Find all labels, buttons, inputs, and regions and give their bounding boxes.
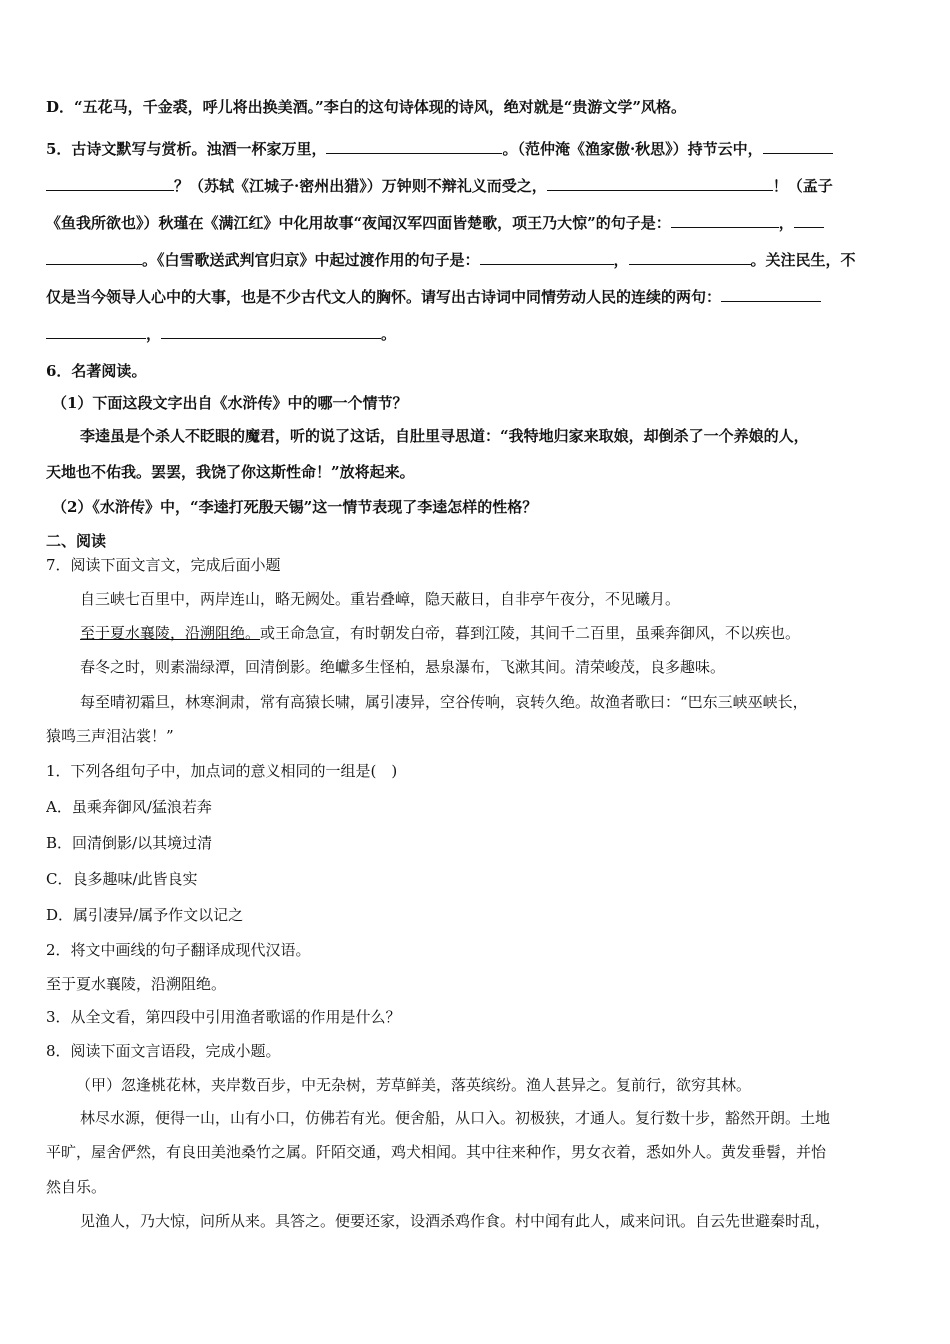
q7-passage-p1: 自三峡七百里中，两岸连山，略无阙处。重岩叠嶂，隐天蔽日，自非亭午夜分，不见曦月。 — [80, 590, 681, 608]
q5-line-5 — [46, 286, 821, 307]
q4-option-d: D．“五花马，千金裘，呼儿将出换美酒。”李白的这句诗体现的诗风，绝对就是“贵游文学”风格。 — [46, 98, 687, 116]
q5-line-4 — [46, 249, 856, 270]
q7-option-a[interactable]: A．虽乘奔御风/猛浪若奔 — [46, 798, 212, 816]
q7-translate-sentence: 至于夏水襄陵，沿溯阻绝。 — [46, 975, 227, 993]
answer-blank[interactable] — [547, 176, 773, 191]
q7-passage-p4-line-1: 每至晴初霜旦，林寒涧肃，常有高猿长啸，属引凄异，空谷传响，哀转久绝。故渔者歌曰：“巴东三峡巫峡长， — [80, 693, 808, 711]
underlined-sentence: 至于夏水襄陵，沿溯阻绝。 — [80, 624, 261, 642]
q6-sub-question-1: （1）下面这段文字出自《水浒传》中的哪一个情节？ — [52, 394, 408, 412]
q7-sub-question-2: 2．将文中画线的句子翻译成现代汉语。 — [46, 941, 311, 959]
q6-title: 6．名著阅读。 — [46, 362, 147, 380]
answer-blank[interactable] — [326, 139, 502, 154]
q8-passage-p2-line-2: 平旷，屋舍俨然，有良田美池桑竹之属。阡陌交通，鸡犬相闻。其中往来种作，男女衣着，悉如外人。黄发垂髫，并怡 — [46, 1143, 827, 1161]
q6-quote-line-1: 李逵虽是个杀人不眨眼的魔君，听的说了这话，自肚里寻思道：“我特地归家来取娘，却倒杀了一个养娘的人， — [80, 427, 809, 445]
q7-option-d[interactable]: D．属引凄异/属予作文以记之 — [46, 906, 244, 924]
section-heading: 二、阅读 — [46, 532, 107, 550]
q5-text: 。《白雪歌送武判官归京》中起过渡作用的句子是： — [142, 251, 480, 269]
answer-blank[interactable] — [794, 213, 824, 228]
q7-passage-p4-line-2: 猿鸣三声泪沾裳！” — [46, 727, 174, 745]
q5-text: 5．古诗文默写与赏析。浊酒一杯家万里， — [46, 140, 327, 158]
q5-text: 《鱼我所欲也》）秋瑾在《满江红》中化用故事“夜闻汉军四面皆楚歌，项王乃大惊”的句子是： — [46, 214, 671, 232]
q7-passage-text: 或王命急宣，有时朝发白帝，暮到江陵，其间千二百里，虽乘奔御风，不以疾也。 — [260, 624, 801, 642]
q7-title: 7．阅读下面文言文，完成后面小题 — [46, 556, 281, 574]
q8-passage-p2-line-1: 林尽水源，便得一山，山有小口，仿佛若有光。便舍船，从口入。初极狭，才通人。复行数十步，豁然开朗。土地 — [80, 1109, 831, 1127]
q5-text: ， — [613, 251, 629, 269]
answer-blank[interactable] — [480, 250, 614, 265]
q6-sub-question-2: （2）《水浒传》中，“李逵打死殷天锡”这一情节表现了李逵怎样的性格？ — [52, 498, 538, 516]
q6-quote-line-2: 天地也不佑我。罢罢，我饶了你这斯性命！”放将起来。 — [46, 463, 415, 481]
answer-blank[interactable] — [763, 139, 833, 154]
q7-sub-question-1: 1．下列各组句子中，加点词的意义相同的一组是( ) — [46, 762, 398, 780]
q7-passage-p2 — [80, 622, 800, 643]
q5-text: ！（孟子 — [772, 177, 833, 195]
answer-blank[interactable] — [629, 250, 751, 265]
answer-blank[interactable] — [46, 176, 174, 191]
q5-line-1 — [46, 138, 833, 159]
answer-blank[interactable] — [46, 324, 146, 339]
q5-text: 。关注民生，不 — [750, 251, 856, 269]
q5-text: ， — [146, 325, 162, 343]
q5-text: 仅是当今领导人心中的大事，也是不少古代文人的胸怀。请写出古诗词中同情劳动人民的连续的两句： — [46, 288, 722, 306]
q5-text: ， — [778, 214, 794, 232]
answer-blank[interactable] — [671, 213, 779, 228]
q7-option-b[interactable]: B．回清倒影/以其境过清 — [46, 834, 213, 852]
q5-line-2 — [46, 175, 833, 196]
q7-option-c[interactable]: C．良多趣味/此皆良实 — [46, 870, 198, 888]
q5-text: ？（苏轼《江城子·密州出猎》）万钟则不辩礼义而受之， — [174, 177, 547, 195]
q7-passage-p3: 春冬之时，则素湍绿潭，回清倒影。绝巘多生怪柏，悬泉瀑布，飞漱其间。清荣峻茂，良多趣味。 — [80, 658, 726, 676]
q7-sub-question-3: 3．从全文看，第四段中引用渔者歌谣的作用是什么？ — [46, 1008, 401, 1026]
q5-text: 。 — [381, 325, 397, 343]
q5-text: 。（范仲淹《渔家傲·秋思》）持节云中， — [502, 140, 763, 158]
q8-passage-p3: 见渔人，乃大惊，问所从来。具答之。便要还家，设酒杀鸡作食。村中闻有此人，咸来问讯。自云先世避秦时乱， — [80, 1212, 831, 1230]
answer-blank[interactable] — [161, 324, 381, 339]
q5-line-3 — [46, 212, 824, 233]
q5-line-6 — [46, 323, 396, 344]
answer-blank[interactable] — [46, 250, 142, 265]
q8-passage-p2-line-3: 然自乐。 — [46, 1178, 107, 1196]
answer-blank[interactable] — [721, 287, 821, 302]
q8-title: 8．阅读下面文言语段，完成小题。 — [46, 1042, 281, 1060]
q8-passage-p1: （甲）忽逢桃花林，夹岸数百步，中无杂树，芳草鲜美，落英缤纷。渔人甚异之。复前行，欲穷其林。 — [76, 1076, 752, 1094]
